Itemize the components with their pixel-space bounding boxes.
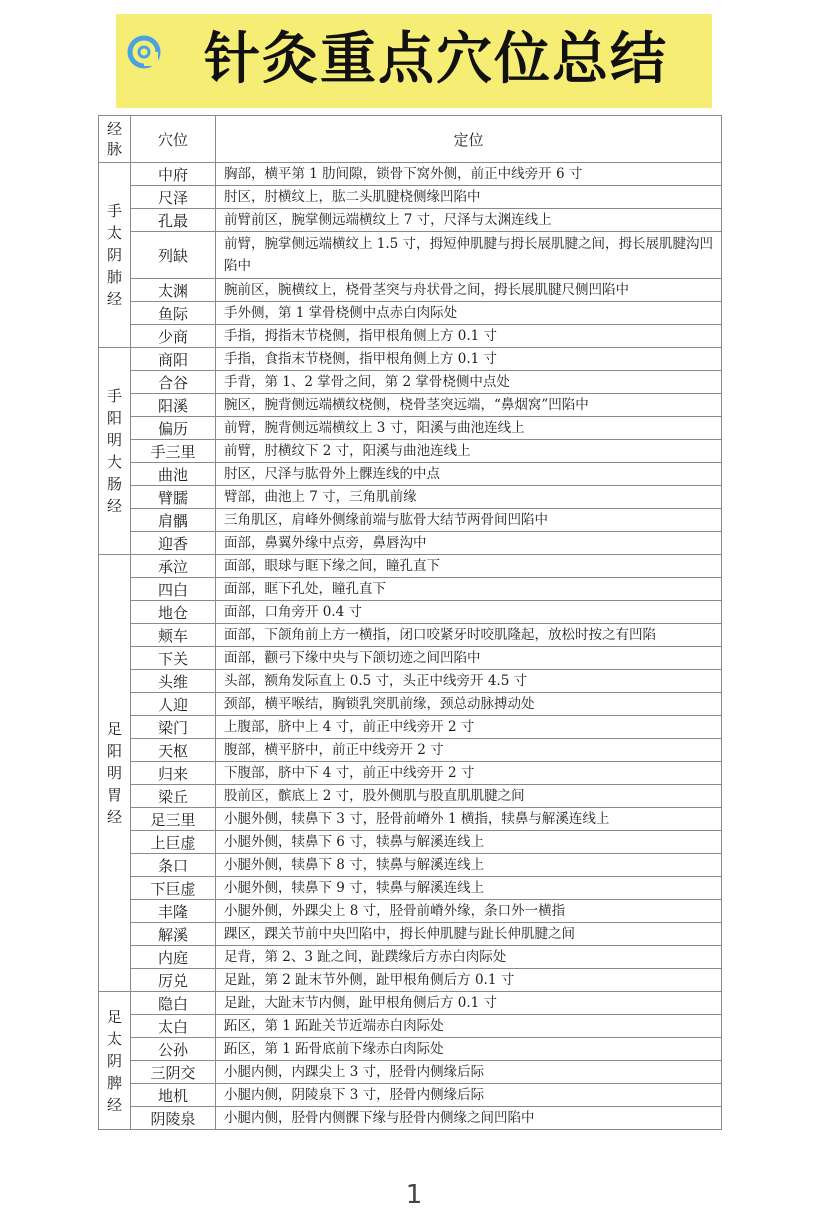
- table-row: [99, 325, 722, 348]
- acupoint-name-cell: 条口: [131, 854, 216, 877]
- acupoint-name-cell: 头维: [131, 670, 216, 693]
- table-row: [99, 693, 722, 716]
- table-row: [99, 1061, 722, 1084]
- location-cell: 跖区，第 1 跖趾关节近端赤白肉际处: [216, 1015, 722, 1038]
- acupoint-name-cell: 下巨虚: [131, 877, 216, 900]
- header-point: 穴位: [131, 116, 216, 163]
- location-cell: 腕区，腕背侧远端横纹桡侧，桡骨茎突远端，“鼻烟窝”凹陷中: [216, 394, 722, 417]
- location-cell: 前臂前区，腕掌侧远端横纹上 7 寸，尺泽与太渊连线上: [216, 209, 722, 232]
- table-row: [99, 509, 722, 532]
- acupoint-name-cell: 商阳: [131, 348, 216, 371]
- table-row: [99, 992, 722, 1015]
- acupoint-name-cell: 太渊: [131, 279, 216, 302]
- location-cell: 手背，第 1、2 掌骨之间，第 2 掌骨桡侧中点处: [216, 371, 722, 394]
- table-row: [99, 555, 722, 578]
- location-cell: 腹部，横平脐中，前正中线旁开 2 寸: [216, 739, 722, 762]
- acupoint-name-cell: 归来: [131, 762, 216, 785]
- meridian-cell: 手 太 阴 肺 经: [99, 163, 131, 348]
- location-cell: 肘区，尺泽与肱骨外上髁连线的中点: [216, 463, 722, 486]
- acupoint-name-cell: 偏历: [131, 417, 216, 440]
- acupoint-name-cell: 中府: [131, 163, 216, 186]
- acupoint-name-cell: 太白: [131, 1015, 216, 1038]
- location-cell: 手外侧，第 1 掌骨桡侧中点赤白肉际处: [216, 302, 722, 325]
- location-cell: 面部，颧弓下缘中央与下颌切迹之间凹陷中: [216, 647, 722, 670]
- location-cell: 胸部，横平第 1 肋间隙，锁骨下窝外侧，前正中线旁开 6 寸: [216, 163, 722, 186]
- table-header-row: [99, 116, 722, 163]
- table-row: [99, 1084, 722, 1107]
- acupoint-name-cell: 承泣: [131, 555, 216, 578]
- acupoint-name-cell: 曲池: [131, 463, 216, 486]
- location-cell: 足趾，第 2 趾末节外侧，趾甲根角侧后方 0.1 寸: [216, 969, 722, 992]
- acupoint-table-container: [98, 115, 721, 1130]
- acupoint-name-cell: 地机: [131, 1084, 216, 1107]
- table-row: [99, 601, 722, 624]
- location-cell: 前臂，腕掌侧远端横纹上 1.5 寸，拇短伸肌腱与拇长展肌腱之间，拇长展肌腱沟凹陷中: [216, 232, 722, 279]
- table-row: [99, 440, 722, 463]
- location-cell: 面部，眶下孔处，瞳孔直下: [216, 578, 722, 601]
- table-row: [99, 417, 722, 440]
- location-cell: 小腿外侧，犊鼻下 3 寸，胫骨前嵴外 1 横指，犊鼻与解溪连线上: [216, 808, 722, 831]
- location-cell: 足趾，大趾末节内侧，趾甲根角侧后方 0.1 寸: [216, 992, 722, 1015]
- table-row: [99, 808, 722, 831]
- acupoint-name-cell: 阳溪: [131, 394, 216, 417]
- table-row: [99, 647, 722, 670]
- acupoint-name-cell: 颊车: [131, 624, 216, 647]
- acupoint-name-cell: 阴陵泉: [131, 1107, 216, 1130]
- location-cell: 面部，口角旁开 0.4 寸: [216, 601, 722, 624]
- acupoint-name-cell: 鱼际: [131, 302, 216, 325]
- table-row: [99, 969, 722, 992]
- acupoint-name-cell: 少商: [131, 325, 216, 348]
- acupoint-name-cell: 手三里: [131, 440, 216, 463]
- location-cell: 小腿外侧，犊鼻下 8 寸，犊鼻与解溪连线上: [216, 854, 722, 877]
- acupoint-name-cell: 臂臑: [131, 486, 216, 509]
- acupoint-name-cell: 四白: [131, 578, 216, 601]
- location-cell: 三角肌区，肩峰外侧缘前端与肱骨大结节两骨间凹陷中: [216, 509, 722, 532]
- acupoint-name-cell: 公孙: [131, 1038, 216, 1061]
- location-cell: 小腿内侧，内踝尖上 3 寸，胫骨内侧缘后际: [216, 1061, 722, 1084]
- acupoint-name-cell: 厉兑: [131, 969, 216, 992]
- acupoint-name-cell: 三阴交: [131, 1061, 216, 1084]
- table-row: [99, 624, 722, 647]
- table-row: [99, 716, 722, 739]
- acupoint-name-cell: 梁门: [131, 716, 216, 739]
- table-row: [99, 1015, 722, 1038]
- acupoint-name-cell: 列缺: [131, 232, 216, 279]
- acupoint-name-cell: 天枢: [131, 739, 216, 762]
- meridian-cell: 足 太 阴 脾 经: [99, 992, 131, 1130]
- location-cell: 手指，食指末节桡侧，指甲根角侧上方 0.1 寸: [216, 348, 722, 371]
- table-row: [99, 348, 722, 371]
- acupoint-name-cell: 丰隆: [131, 900, 216, 923]
- acupoint-name-cell: 梁丘: [131, 785, 216, 808]
- location-cell: 前臂，肘横纹下 2 寸，阳溪与曲池连线上: [216, 440, 722, 463]
- table-row: [99, 670, 722, 693]
- location-cell: 头部，额角发际直上 0.5 寸，头正中线旁开 4.5 寸: [216, 670, 722, 693]
- location-cell: 足背，第 2、3 趾之间，趾蹼缘后方赤白肉际处: [216, 946, 722, 969]
- acupoint-name-cell: 孔最: [131, 209, 216, 232]
- location-cell: 臂部，曲池上 7 寸，三角肌前缘: [216, 486, 722, 509]
- location-cell: 跖区，第 1 跖骨底前下缘赤白肉际处: [216, 1038, 722, 1061]
- acupoint-name-cell: 人迎: [131, 693, 216, 716]
- header-location: 定位: [216, 116, 722, 163]
- meridian-cell: 足 阳 明 胃 经: [99, 555, 131, 992]
- location-cell: 小腿外侧，犊鼻下 6 寸，犊鼻与解溪连线上: [216, 831, 722, 854]
- acupoint-name-cell: 地仓: [131, 601, 216, 624]
- acupoint-name-cell: 上巨虚: [131, 831, 216, 854]
- acupoint-name-cell: 迎香: [131, 532, 216, 555]
- page-number: 1: [405, 1180, 423, 1210]
- location-cell: 面部，下颌角前上方一横指，闭口咬紧牙时咬肌隆起，放松时按之有凹陷: [216, 624, 722, 647]
- table-row: [99, 371, 722, 394]
- acupoint-name-cell: 合谷: [131, 371, 216, 394]
- table-row: [99, 877, 722, 900]
- location-cell: 前臂，腕背侧远端横纹上 3 寸，阳溪与曲池连线上: [216, 417, 722, 440]
- table-row: [99, 739, 722, 762]
- acupoint-name-cell: 下关: [131, 647, 216, 670]
- table-row: [99, 854, 722, 877]
- acupoint-name-cell: 内庭: [131, 946, 216, 969]
- acupoint-name-cell: 隐白: [131, 992, 216, 1015]
- location-cell: 手指，拇指末节桡侧，指甲根角侧上方 0.1 寸: [216, 325, 722, 348]
- table-row: [99, 946, 722, 969]
- location-cell: 踝区，踝关节前中央凹陷中，拇长伸肌腱与趾长伸肌腱之间: [216, 923, 722, 946]
- location-cell: 下腹部，脐中下 4 寸，前正中线旁开 2 寸: [216, 762, 722, 785]
- acupoint-name-cell: 尺泽: [131, 186, 216, 209]
- table-row: [99, 486, 722, 509]
- table-row: [99, 900, 722, 923]
- table-row: [99, 232, 722, 279]
- app-logo-icon: [126, 34, 162, 70]
- location-cell: 上腹部，脐中上 4 寸，前正中线旁开 2 寸: [216, 716, 722, 739]
- table-row: [99, 209, 722, 232]
- location-cell: 小腿内侧，阴陵泉下 3 寸，胫骨内侧缘后际: [216, 1084, 722, 1107]
- location-cell: 腕前区，腕横纹上，桡骨茎突与舟状骨之间，拇长展肌腱尺侧凹陷中: [216, 279, 722, 302]
- location-cell: 小腿外侧，犊鼻下 9 寸，犊鼻与解溪连线上: [216, 877, 722, 900]
- header-meridian: 经 脉: [99, 116, 131, 163]
- table-row: [99, 762, 722, 785]
- table-row: [99, 394, 722, 417]
- table-body: [99, 163, 722, 1130]
- table-row: [99, 532, 722, 555]
- table-row: [99, 1107, 722, 1130]
- location-cell: 肘区，肘横纹上，肱二头肌腱桡侧缘凹陷中: [216, 186, 722, 209]
- location-cell: 面部，鼻翼外缘中点旁，鼻唇沟中: [216, 532, 722, 555]
- table-row: [99, 302, 722, 325]
- page-title: 针灸重点穴位总结: [204, 27, 668, 92]
- table-row: [99, 1038, 722, 1061]
- table-row: [99, 163, 722, 186]
- acupoint-name-cell: 解溪: [131, 923, 216, 946]
- location-cell: 面部，眼球与眶下缘之间，瞳孔直下: [216, 555, 722, 578]
- location-cell: 颈部，横平喉结，胸锁乳突肌前缘，颈总动脉搏动处: [216, 693, 722, 716]
- location-cell: 小腿外侧，外踝尖上 8 寸，胫骨前嵴外缘，条口外一横指: [216, 900, 722, 923]
- location-cell: 小腿内侧，胫骨内侧髁下缘与胫骨内侧缘之间凹陷中: [216, 1107, 722, 1130]
- table-row: [99, 831, 722, 854]
- table-row: [99, 279, 722, 302]
- acupoint-name-cell: 足三里: [131, 808, 216, 831]
- table-row: [99, 578, 722, 601]
- meridian-cell: 手 阳 明 大 肠 经: [99, 348, 131, 555]
- table-row: [99, 923, 722, 946]
- location-cell: 股前区，髌底上 2 寸，股外侧肌与股直肌肌腱之间: [216, 785, 722, 808]
- acupoint-name-cell: 肩髃: [131, 509, 216, 532]
- table-row: [99, 463, 722, 486]
- acupoint-table: [98, 115, 722, 1130]
- table-row: [99, 785, 722, 808]
- table-row: [99, 186, 722, 209]
